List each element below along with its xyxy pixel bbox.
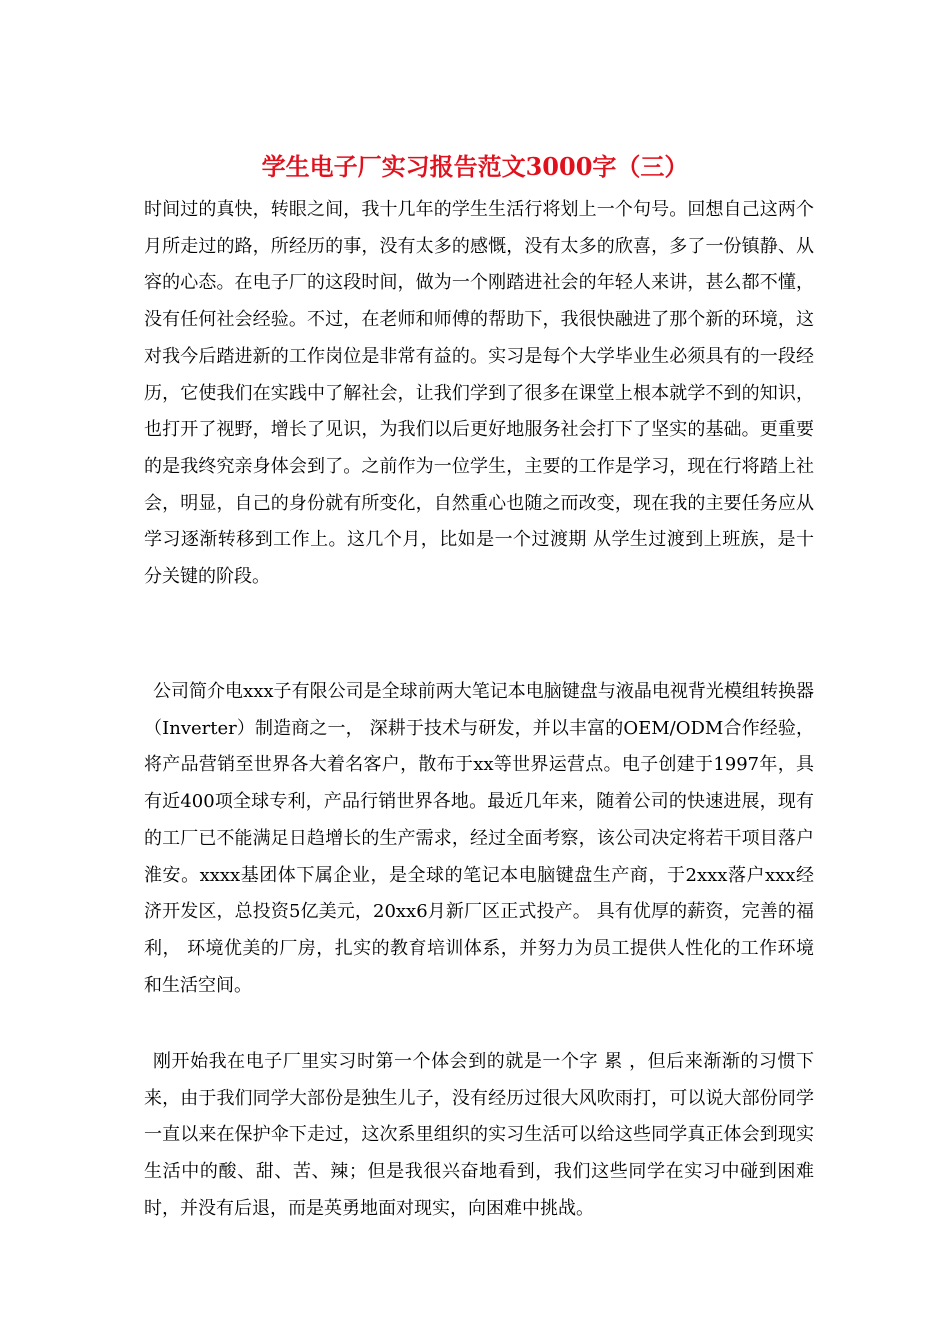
document-title: 学生电子厂实习报告范文3000字（三） [261, 152, 689, 181]
paragraph-first-impressions: 刚开始我在电子厂里实习时第一个体会到的就是一个字 累 ，但后来渐渐的习惯下来，由于我们同学大部份是独生儿子，没有经历过很大风吹雨打，可以说大部份同学一直以来在保护伞下走过，这次系里组织的实习生活可以给这些同学真正体会到现实生活中的酸、甜、苦、辣；但是我很兴奋地看到，我们这些同学在实习中碰到困难时，并没有后退，而是英勇地面对现实，向困难中挑战。 [144, 1051, 814, 1219]
paragraph-internship-reflection: 时间过的真快，转眼之间，我十几年的学生生活行将划上一个句号。回想自己这两个月所走过的路，所经历的事，没有太多的感慨，没有太多的欣喜，多了一份镇静、从容的心态。在电子厂的这段时间，做为一个刚踏进社会的年轻人来讲，甚么都不懂，没有任何社会经验。不过，在老师和师傅的帮助下，我很快融进了那个新的环境，这对我今后踏进新的工作岗位是非常有益的。实习是每个大学毕业生必须具有的一段经历，它使我们在实践中了解社会，让我们学到了很多在课堂上根本就学不到的知识，也打开了视野，增长了见识，为我们以后更好地服务社会打下了坚实的基础。更重要的是我终究亲身体会到了。之前作为一位学生，主要的工作是学习，现在行将踏上社会，明显，自己的身份就有所变化，自然重心也随之而改变，现在我的主要任务应从学习逐渐转移到工作上。这几个月，比如是一个过渡期 从学生过渡到上班族，是十分关键的阶段。 [144, 199, 814, 588]
paragraph-company-profile: 公司简介电xxx子有限公司是全球前两大笔记本电脑键盘与液晶电视背光模组转换器（Inverter）制造商之一， 深耕于技术与研发，并以丰富的OEM/ODM合作经验，将产品营销至世界各大着名客户，散布于xx等世界运营点。电子创建于1997年，具有近400项全球专利，产品行销世界各地。最近几年来，随着公司的快速进展，现有的工厂已不能满足日趋增长的生产需求，经过全面考察，该公司决定将若干项目落户淮安。xxxx基团体下属企业，是全球的笔记本电脑键盘生产商，于2xxx落户xxx经济开发区，总投资5亿美元，20xx6月新厂区正式投产。 具有优厚的薪资，完善的福利， 环境优美的厂房，扎实的教育培训体系，并努力为员工提供人性化的工作环境和生活空间。 [144, 681, 814, 996]
